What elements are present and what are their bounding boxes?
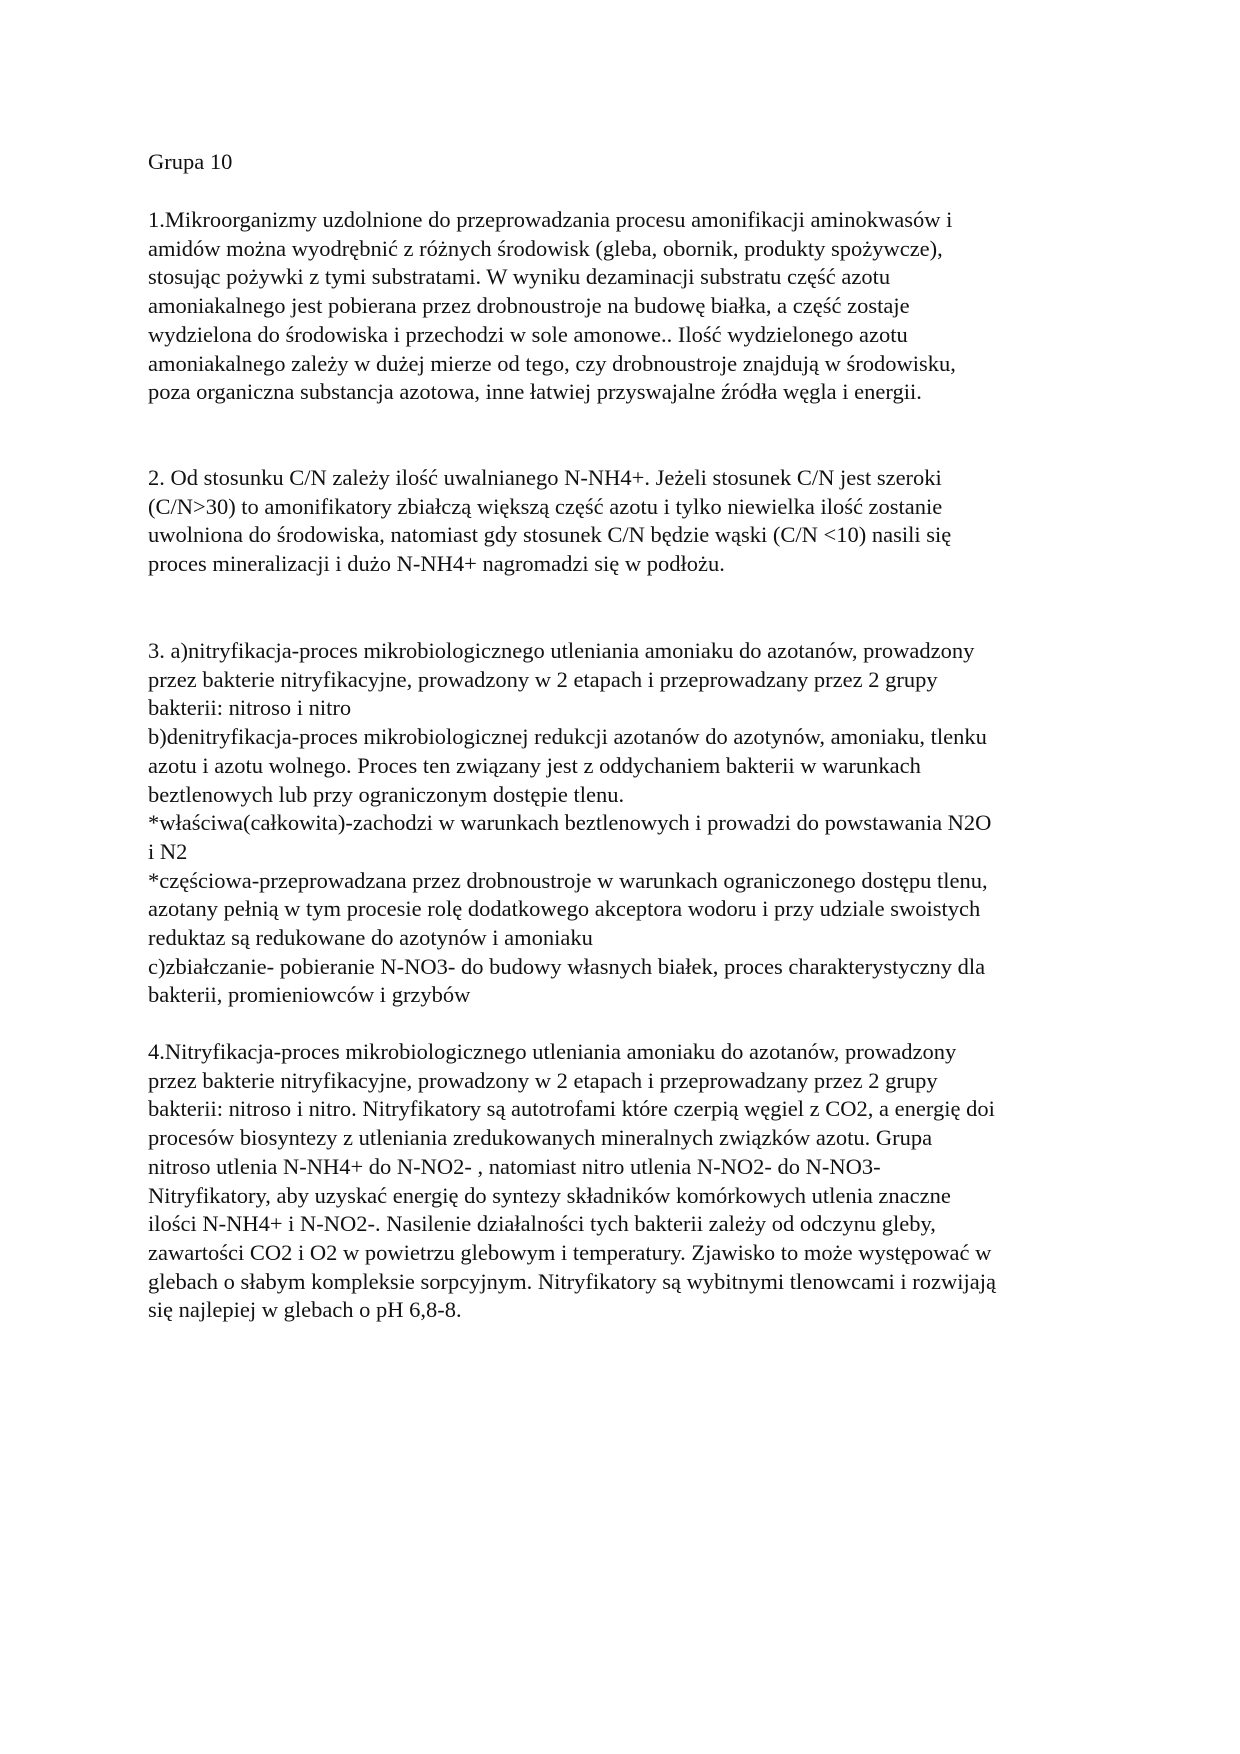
text-line: 2. Od stosunku C/N zależy ilość uwalnianego N-NH4+. Jeżeli stosunek C/N jest szeroki <box>148 465 942 490</box>
text-line: nitroso utlenia N-NH4+ do N-NO2- , natomiast nitro utlenia N-NO2- do N-NO3- <box>148 1153 881 1179</box>
text-line: reduktaz są redukowane do azotynów i amoniaku <box>148 925 593 951</box>
text-line: i N2 <box>148 838 188 864</box>
paragraph-2 <box>148 464 1108 579</box>
text-line: bakterii: nitroso i nitro. Nitryfikatory są autotrofami które czerpią węgiel z CO2, a energię doi <box>148 1096 995 1122</box>
text-line: poza organiczna substancja azotowa, inne łatwiej przyswajalne źródła węgla i energii. <box>148 379 922 405</box>
title-text: Grupa 10 <box>148 149 233 174</box>
text-line: *częściowa-przeprowadzana przez drobnoustroje w warunkach ograniczonego dostępu tlenu, <box>148 867 988 893</box>
paragraph-1 <box>148 206 1108 407</box>
text-line: beztlenowych lub przy ograniczonym dostępie tlenu. <box>148 781 625 807</box>
text-line: przez bakterie nitryfikacyjne, prowadzony w 2 etapach i przeprowadzany przez 2 grupy <box>148 666 938 692</box>
text-line: *właściwa(całkowita)-zachodzi w warunkach beztlenowych i prowadzi do powstawania N2O <box>148 810 992 836</box>
text-line: (C/N>30) to amonifikatory zbiałczą większą część azotu i tylko niewielka ilość zostanie <box>148 493 943 519</box>
text-line: c)zbiałczanie- pobieranie N-NO3- do budowy własnych białek, proces charakterystyczny dla <box>148 953 986 979</box>
text-line: glebach o słabym kompleksie sorpcyjnym. Nitryfikatory są wybitnymi tlenowcami i rozwijają <box>148 1268 996 1294</box>
document-title <box>148 148 1108 177</box>
text-line: bakterii, promieniowców i grzybów <box>148 982 471 1008</box>
text-line: wydzielona do środowiska i przechodzi w sole amonowe.. Ilość wydzielonego azotu <box>148 321 908 347</box>
text-line: ilości N-NH4+ i N-NO2-. Nasilenie działalności tych bakterii zależy od odczynu gleby, <box>148 1211 936 1237</box>
paragraph-4 <box>148 1038 1108 1325</box>
text-line: 4.Nitryfikacja-proces mikrobiologicznego utleniania amoniaku do azotanów, prowadzony <box>148 1039 957 1064</box>
text-line: amoniakalnego jest pobierana przez drobnoustroje na budowę białka, a część zostaje <box>148 293 910 319</box>
text-line: uwolniona do środowiska, natomiast gdy stosunek C/N będzie wąski (C/N <10) nasili się <box>148 522 952 548</box>
text-line: azotany pełnią w tym procesie rolę dodatkowego akceptora wodoru i przy udziale swoistych <box>148 896 981 922</box>
text-line: przez bakterie nitryfikacyjne, prowadzony w 2 etapach i przeprowadzany przez 2 grupy <box>148 1067 938 1093</box>
text-line: amoniakalnego zależy w dużej mierze od tego, czy drobnoustroje znajdują w środowisku, <box>148 350 956 376</box>
text-line: się najlepiej w glebach o pH 6,8-8. <box>148 1297 462 1323</box>
text-line: b)denitryfikacja-proces mikrobiologicznej redukcji azotanów do azotynów, amoniaku, tlenku <box>148 724 987 750</box>
text-line: 3. a)nitryfikacja-proces mikrobiologicznego utleniania amoniaku do azotanów, prowadzony <box>148 638 975 663</box>
text-line: 1.Mikroorganizmy uzdolnione do przeprowadzania procesu amonifikacji aminokwasów i <box>148 207 953 232</box>
text-line: amidów można wyodrębnić z różnych środowisk (gleba, obornik, produkty spożywcze), <box>148 235 943 261</box>
text-line: azotu i azotu wolnego. Proces ten związany jest z oddychaniem bakterii w warunkach <box>148 752 921 778</box>
text-line: Nitryfikatory, aby uzyskać energię do syntezy składników komórkowych utlenia znaczne <box>148 1182 951 1208</box>
text-line: zawartości CO2 i O2 w powietrzu glebowym i temperatury. Zjawisko to może występować w <box>148 1239 992 1265</box>
text-line: proces mineralizacji i dużo N-NH4+ nagromadzi się w podłożu. <box>148 551 725 577</box>
text-line: stosując pożywki z tymi substratami. W wyniku dezaminacji substratu część azotu <box>148 264 891 290</box>
text-line: bakterii: nitroso i nitro <box>148 695 352 721</box>
paragraph-3 <box>148 637 1108 1010</box>
text-line: procesów biosyntezy z utleniania zredukowanych mineralnych związków azotu. Grupa <box>148 1125 933 1151</box>
